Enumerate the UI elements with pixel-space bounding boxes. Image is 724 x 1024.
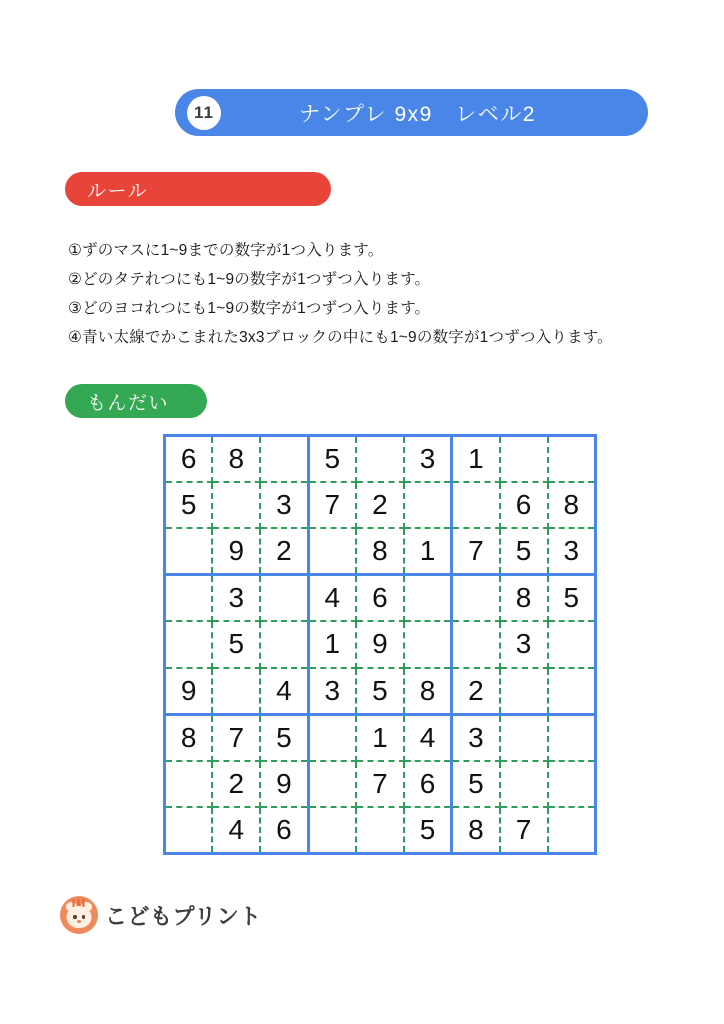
sudoku-cell-r1c1[interactable]: 6 bbox=[165, 436, 213, 482]
rule-item-4: ④青い太線でかこまれた3x3ブロックの中にも1~9の数字が1つずつ入ります。 bbox=[68, 329, 613, 346]
site-logo bbox=[60, 896, 262, 934]
sudoku-cell-r9c7[interactable]: 8 bbox=[452, 807, 500, 854]
rule-item-3: ③どのヨコれつにも1~9の数字が1つずつ入ります。 bbox=[68, 300, 431, 317]
sudoku-cell-r1c3[interactable] bbox=[260, 436, 308, 482]
sudoku-cell-r6c8[interactable] bbox=[500, 668, 548, 714]
sudoku-grid bbox=[163, 434, 597, 855]
sudoku-cell-r2c8[interactable]: 6 bbox=[500, 482, 548, 528]
sudoku-cell-r2c5[interactable]: 2 bbox=[356, 482, 404, 528]
sudoku-cell-r8c5[interactable]: 7 bbox=[356, 761, 404, 807]
sudoku-cell-r6c7[interactable]: 2 bbox=[452, 668, 500, 714]
sudoku-cell-r1c2[interactable]: 8 bbox=[212, 436, 260, 482]
sudoku-cell-r4c4[interactable]: 4 bbox=[308, 575, 356, 621]
sudoku-cell-r8c4[interactable] bbox=[308, 761, 356, 807]
sudoku-cell-r2c4[interactable]: 7 bbox=[308, 482, 356, 528]
cat-nose bbox=[77, 920, 81, 923]
sudoku-row bbox=[165, 807, 596, 854]
sudoku-cell-r2c6[interactable] bbox=[404, 482, 452, 528]
sudoku-cell-r7c1[interactable]: 8 bbox=[165, 714, 213, 760]
sudoku-row bbox=[165, 668, 596, 714]
sudoku-cell-r5c4[interactable]: 1 bbox=[308, 621, 356, 667]
sudoku-cell-r9c9[interactable] bbox=[548, 807, 596, 854]
sudoku-cell-r2c9[interactable]: 8 bbox=[548, 482, 596, 528]
page-number-badge: 11 bbox=[187, 96, 221, 130]
sudoku-cell-r3c2[interactable]: 9 bbox=[212, 528, 260, 574]
sudoku-cell-r7c3[interactable]: 5 bbox=[260, 714, 308, 760]
sudoku-cell-r3c3[interactable]: 2 bbox=[260, 528, 308, 574]
sudoku-cell-r1c9[interactable] bbox=[548, 436, 596, 482]
sudoku-cell-r9c5[interactable] bbox=[356, 807, 404, 854]
sudoku-cell-r2c1[interactable]: 5 bbox=[165, 482, 213, 528]
sudoku-cell-r7c5[interactable]: 1 bbox=[356, 714, 404, 760]
sudoku-cell-r3c8[interactable]: 5 bbox=[500, 528, 548, 574]
sudoku-row bbox=[165, 528, 596, 574]
sudoku-cell-r3c1[interactable] bbox=[165, 528, 213, 574]
problem-banner bbox=[65, 384, 207, 418]
sudoku-cell-r6c5[interactable]: 5 bbox=[356, 668, 404, 714]
sudoku-row bbox=[165, 575, 596, 621]
sudoku-cell-r5c5[interactable]: 9 bbox=[356, 621, 404, 667]
sudoku-cell-r5c6[interactable] bbox=[404, 621, 452, 667]
sudoku-cell-r6c6[interactable]: 8 bbox=[404, 668, 452, 714]
rules-banner-label: ルール bbox=[87, 180, 149, 202]
sudoku-cell-r9c1[interactable] bbox=[165, 807, 213, 854]
sudoku-cell-r6c2[interactable] bbox=[212, 668, 260, 714]
problem-banner-label: もんだい bbox=[87, 392, 170, 414]
sudoku-cell-r6c1[interactable]: 9 bbox=[165, 668, 213, 714]
sudoku-cell-r6c4[interactable]: 3 bbox=[308, 668, 356, 714]
sudoku-cell-r1c4[interactable]: 5 bbox=[308, 436, 356, 482]
sudoku-row bbox=[165, 621, 596, 667]
sudoku-cell-r7c8[interactable] bbox=[500, 714, 548, 760]
sudoku-cell-r5c3[interactable] bbox=[260, 621, 308, 667]
rule-item-1: ①ずのマスに1~9までの数字が1つ入ります。 bbox=[68, 242, 384, 259]
sudoku-cell-r9c2[interactable]: 4 bbox=[212, 807, 260, 854]
sudoku-cell-r8c9[interactable] bbox=[548, 761, 596, 807]
cat-eye-right bbox=[82, 915, 86, 919]
sudoku-row bbox=[165, 761, 596, 807]
sudoku-cell-r3c7[interactable]: 7 bbox=[452, 528, 500, 574]
sudoku-cell-r3c4[interactable] bbox=[308, 528, 356, 574]
sudoku-cell-r7c6[interactable]: 4 bbox=[404, 714, 452, 760]
sudoku-cell-r4c5[interactable]: 6 bbox=[356, 575, 404, 621]
site-logo-text: こどもプリント bbox=[105, 903, 262, 929]
sudoku-cell-r8c3[interactable]: 9 bbox=[260, 761, 308, 807]
sudoku-cell-r2c3[interactable]: 3 bbox=[260, 482, 308, 528]
rules-banner bbox=[65, 172, 331, 206]
sudoku-cell-r3c6[interactable]: 1 bbox=[404, 528, 452, 574]
sudoku-cell-r8c6[interactable]: 6 bbox=[404, 761, 452, 807]
sudoku-cell-r4c2[interactable]: 3 bbox=[212, 575, 260, 621]
sudoku-cell-r8c1[interactable] bbox=[165, 761, 213, 807]
cat-eye-left bbox=[73, 915, 77, 919]
sudoku-cell-r4c3[interactable] bbox=[260, 575, 308, 621]
sudoku-cell-r5c7[interactable] bbox=[452, 621, 500, 667]
sudoku-cell-r5c1[interactable] bbox=[165, 621, 213, 667]
sudoku-cell-r8c7[interactable]: 5 bbox=[452, 761, 500, 807]
page-title-bar bbox=[175, 89, 648, 136]
sudoku-cell-r3c5[interactable]: 8 bbox=[356, 528, 404, 574]
sudoku-cell-r1c5[interactable] bbox=[356, 436, 404, 482]
rule-item-2: ②どのタテれつにも1~9の数字が1つずつ入ります。 bbox=[68, 271, 431, 288]
sudoku-cell-r7c4[interactable] bbox=[308, 714, 356, 760]
sudoku-cell-r7c2[interactable]: 7 bbox=[212, 714, 260, 760]
sudoku-cell-r2c2[interactable] bbox=[212, 482, 260, 528]
sudoku-cell-r7c9[interactable] bbox=[548, 714, 596, 760]
sudoku-row bbox=[165, 436, 596, 482]
cat-face bbox=[67, 906, 92, 928]
sudoku-cell-r3c9[interactable]: 3 bbox=[548, 528, 596, 574]
sudoku-cell-r5c8[interactable]: 3 bbox=[500, 621, 548, 667]
sudoku-cell-r2c7[interactable] bbox=[452, 482, 500, 528]
sudoku-row bbox=[165, 714, 596, 760]
sudoku-cell-r9c4[interactable] bbox=[308, 807, 356, 854]
sudoku-cell-r4c1[interactable] bbox=[165, 575, 213, 621]
sudoku-cell-r1c7[interactable]: 1 bbox=[452, 436, 500, 482]
sudoku-cell-r9c6[interactable]: 5 bbox=[404, 807, 452, 854]
sudoku-cell-r8c8[interactable] bbox=[500, 761, 548, 807]
rules-list bbox=[68, 236, 668, 352]
sudoku-cell-r1c6[interactable]: 3 bbox=[404, 436, 452, 482]
sudoku-cell-r1c8[interactable] bbox=[500, 436, 548, 482]
sudoku-grid-container bbox=[163, 434, 597, 855]
sudoku-cell-r6c3[interactable]: 4 bbox=[260, 668, 308, 714]
sudoku-cell-r4c6[interactable] bbox=[404, 575, 452, 621]
sudoku-row bbox=[165, 482, 596, 528]
sudoku-cell-r5c2[interactable]: 5 bbox=[212, 621, 260, 667]
sudoku-cell-r9c8[interactable]: 7 bbox=[500, 807, 548, 854]
sudoku-cell-r4c7[interactable] bbox=[452, 575, 500, 621]
sudoku-cell-r7c7[interactable]: 3 bbox=[452, 714, 500, 760]
sudoku-cell-r4c8[interactable]: 8 bbox=[500, 575, 548, 621]
sudoku-cell-r9c3[interactable]: 6 bbox=[260, 807, 308, 854]
page-title: ナンプレ 9x9 レベル2 bbox=[299, 102, 536, 126]
sudoku-cell-r4c9[interactable]: 5 bbox=[548, 575, 596, 621]
sudoku-cell-r6c9[interactable] bbox=[548, 668, 596, 714]
sudoku-cell-r5c9[interactable] bbox=[548, 621, 596, 667]
sudoku-cell-r8c2[interactable]: 2 bbox=[212, 761, 260, 807]
cat-mascot-icon bbox=[60, 896, 98, 934]
